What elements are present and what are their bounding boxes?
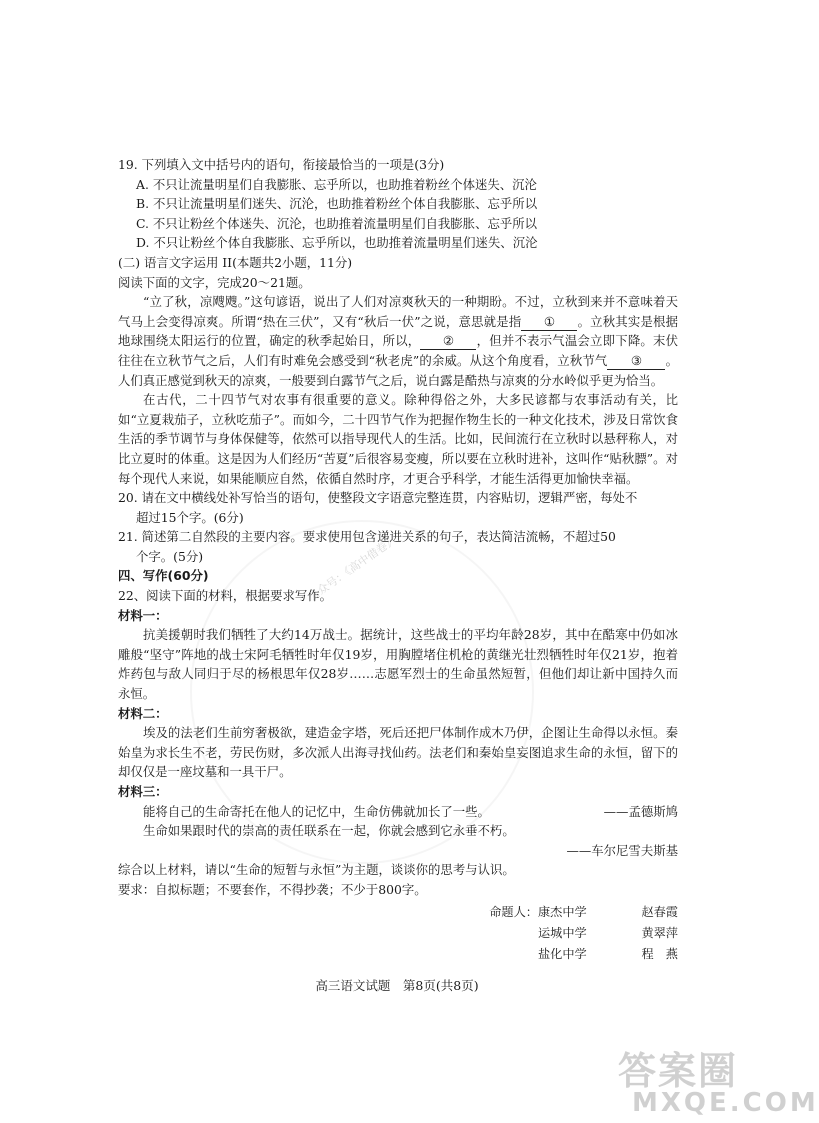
material-1-label: 材料一： bbox=[118, 607, 168, 623]
q21-line-2: 个字。(5分) bbox=[136, 548, 204, 564]
section2-instruction: 阅读下面的文字，完成20～21题。 bbox=[118, 274, 311, 290]
material-1: 抗美援朝时我们牺牲了大约14万战士。据统计，这些战士的平均年龄28岁，其中在酷寒中仍如冰雕般“坚守”阵地的战士宋阿毛牺牲时年仅19岁，用胸膛堵住机枪的黄继光壮烈牺牲时年仅21岁，抱着炸药包与敌人同归于尽的杨根思年仅28岁……志愿军烈士的生命虽然短暂，但他们却让新中国持久而永恒。 bbox=[118, 627, 678, 702]
author-row: 盐化中学 程 燕 bbox=[538, 946, 678, 961]
author-row: 运城中学 黄翠萍 bbox=[538, 925, 678, 940]
material-3-label: 材料三： bbox=[118, 784, 168, 799]
section2-title: (二) 语言文字运用 II(本题共2小题，11分) bbox=[118, 254, 353, 270]
quote-2: 生命如果跟时代的崇高的责任联系在一起，你就会感到它永垂不朽。 bbox=[143, 823, 515, 839]
authors-block bbox=[118, 902, 678, 965]
q19-option-a: A. 不只让流量明星们自我膨胀、忘乎所以，也助推着粉丝个体迷失、沉沦 bbox=[136, 176, 537, 192]
q19-option-c: C. 不只让粉丝个体迷失、沉沦，也助推着流量明星们自我膨胀、忘乎所以 bbox=[136, 215, 538, 231]
q21-line-1: 21. 简述第二自然段的主要内容。要求使用包含递进关系的句子，表达简洁流畅，不超过50 bbox=[118, 529, 616, 545]
q20-line-2: 超过15个字。(6分) bbox=[136, 509, 244, 525]
blank-1: ① bbox=[521, 314, 577, 331]
writing-task: 综合以上材料，请以“生命的短暂与永恒”为主题，谈谈你的思考与认识。 bbox=[118, 862, 515, 878]
authors-label: 命题人： bbox=[489, 904, 538, 919]
watermark-text: 公众号：《高中借卷》 bbox=[306, 533, 400, 604]
q19-stem: 19. 下列填入文中括号内的语句，衔接最恰当的一项是(3分) bbox=[118, 157, 445, 172]
q19-option-d: D. 不只让粉丝个体自我膨胀、忘乎所以，也助推着流量明星们迷失、沉沦 bbox=[136, 235, 538, 251]
passage bbox=[118, 292, 678, 488]
material-2-label: 材料二： bbox=[118, 705, 168, 721]
quote-1-author: ——孟德斯鸠 bbox=[603, 803, 678, 819]
blank-2: ② bbox=[420, 333, 476, 350]
site-logo: 答案圈 MXQE.COM bbox=[618, 1048, 819, 1118]
passage-paragraph-2: 在古代，二十四节气对农事有很重要的意义。除种得俗之外，大多民谚都与农事活动有关，比如“立夏栽茄子，立秋吃茄子”。而如今，二十四节气作为把握作物生长的一种文化技术，涉及日常饮食生活的季节调节与身体保健等，依然可以指导现代人的生活。比如，民间流行在立秋时以悬秤称人，对比立夏时的体重。这是因为人们经历“苦夏”后很容易变瘦，所以要在立秋时进补，这叫作“贴秋膘”。对每个现代人来说，如果能顺应自然，依循自然时序，才更合乎科学，才能生活得更加愉快幸福。 bbox=[118, 392, 678, 486]
author-row: 命题人： 康杰中学 赵春霞 bbox=[118, 902, 678, 923]
q22-stem: 22、阅读下面的材料，根据要求写作。 bbox=[118, 588, 333, 604]
writing-requirement: 要求：自拟标题；不要套作，不得抄袭；不少于800字。 bbox=[118, 881, 427, 897]
section4-title: 四、写作(60分) bbox=[118, 568, 209, 584]
q20-line-1: 20. 请在文中横线处补写恰当的语句，使整段文字语意完整连贯，内容贴切，逻辑严密，每处不 bbox=[118, 490, 638, 506]
exam-page bbox=[118, 155, 678, 965]
q19-option-b: B. 不只让流量明星们迷失、沉沦，也助推着粉丝个体自我膨胀、忘乎所以 bbox=[136, 196, 538, 212]
material-2: 埃及的法老们生前穷奢极欲，建造金字塔，死后还把尸体制作成木乃伊，企图让生命得以永恒。秦始皇为求长生不老，劳民伤财，多次派人出海寻找仙药。法老们和秦始皇妄图追求生命的永恒，留下的却仅仅是一座坟墓和一具干尸。 bbox=[118, 725, 678, 780]
blank-3: ③ bbox=[607, 353, 665, 370]
quote-1: 能将自己的生命寄托在他人的记忆中，生命仿佛就加长了一些。 ——孟德斯鸠 bbox=[118, 802, 678, 822]
passage-paragraph-1: “立了秋，凉飕飕。”这句谚语，说出了人们对凉爽秋天的一种期盼。不过，立秋到来并不意味着天气马上会变得凉爽。所谓“热在三伏”，又有“秋后一伏”之说，意思就是指 ① 。立秋其实是根据地球围绕太阳运行的位置，确定的秋季起始日，所以， ② ，但并不表示气温会立即下降。末伏往往在立秋节气之后，人们有时难免会感受到“秋老虎”的余威。从这个角度看，立秋节气 ③ 。人们真正感觉到秋天的凉爽，一般要到白露节气之后，说白露是酷热与凉爽的分水岭似乎更为恰当。 bbox=[118, 294, 679, 388]
page-footer: 高三语文试题 第8页(共8页) bbox=[315, 978, 479, 993]
quote-2-author: ——车尔尼雪夫斯基 bbox=[566, 842, 678, 858]
